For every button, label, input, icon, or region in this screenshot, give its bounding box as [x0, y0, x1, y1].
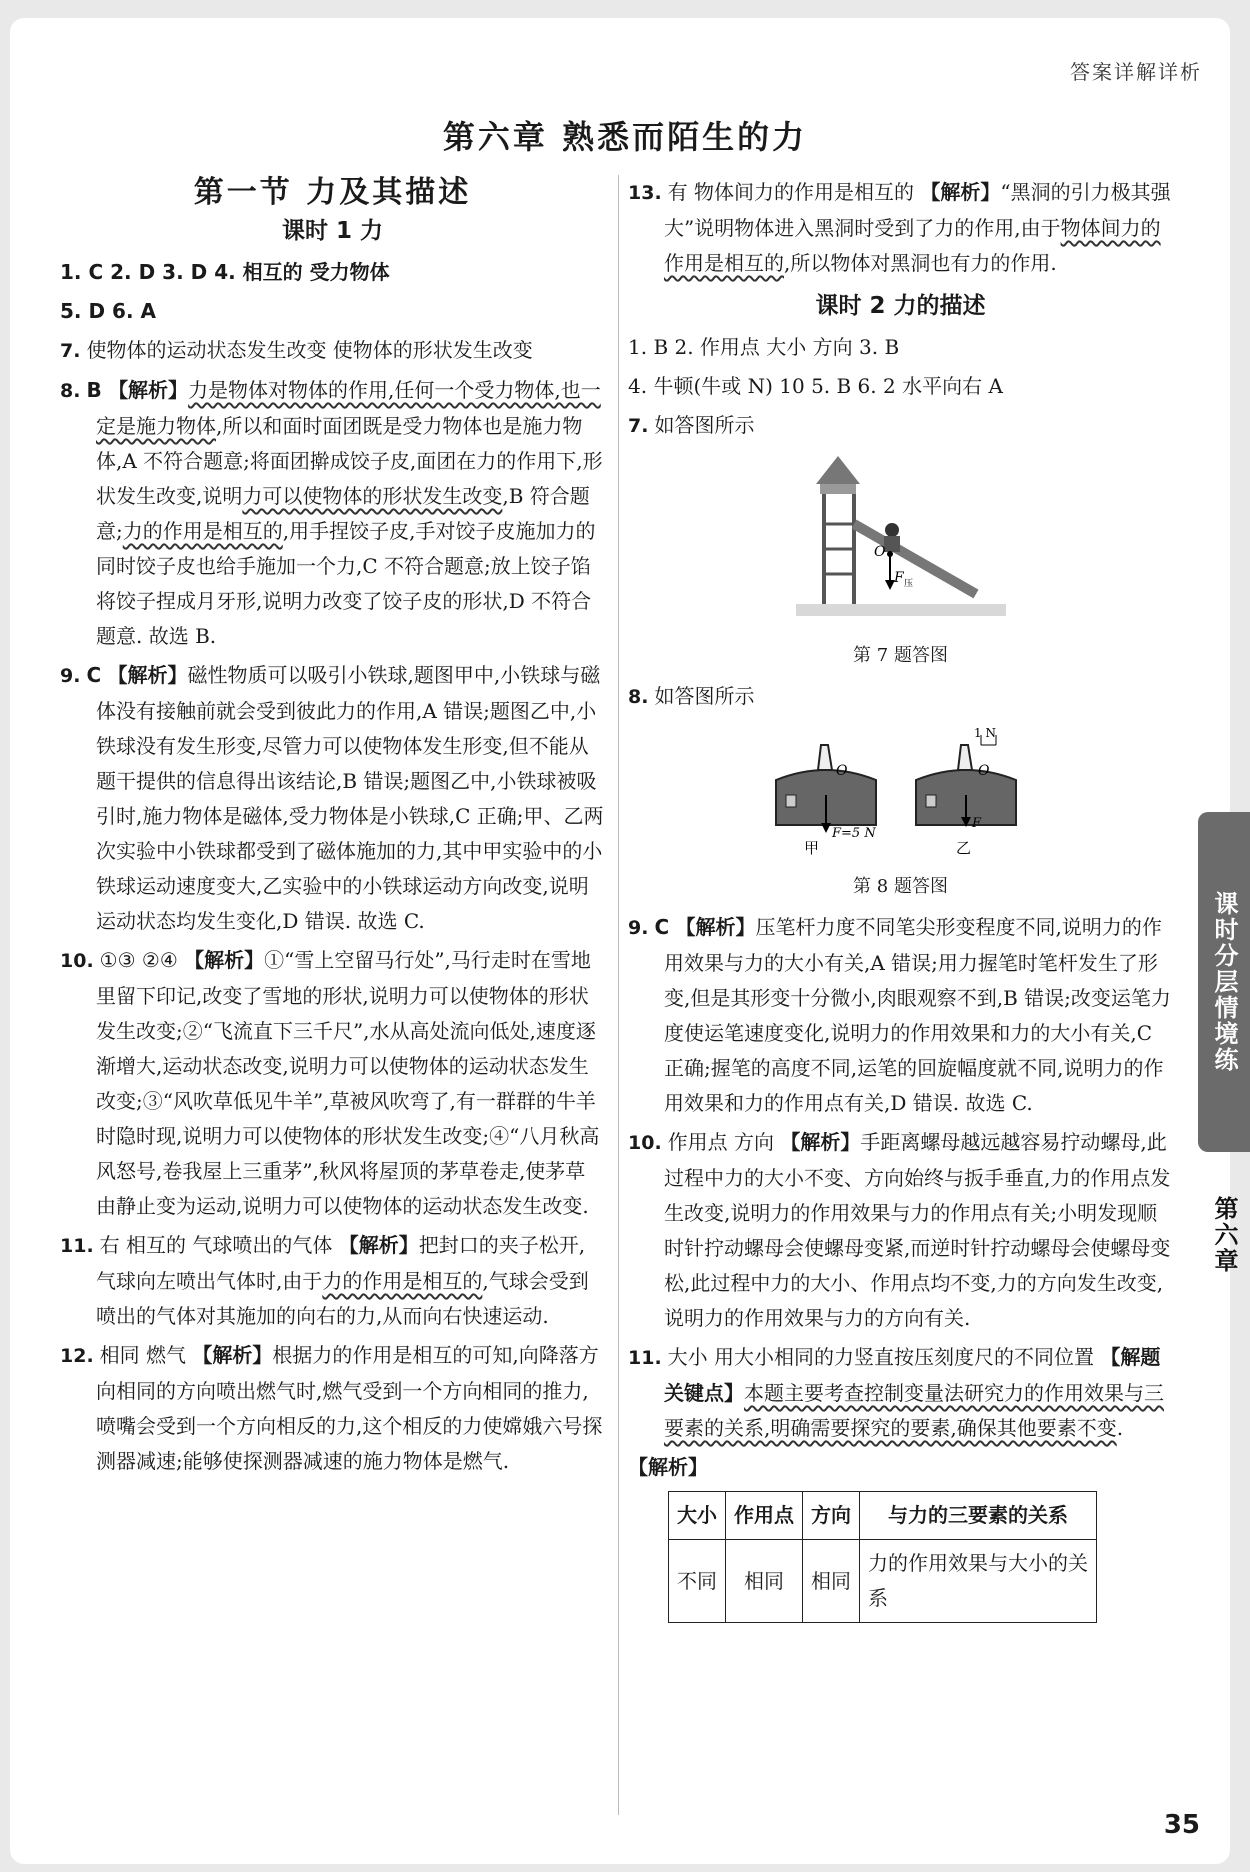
table-row — [669, 1540, 1097, 1623]
table-cell: 相同 — [726, 1540, 803, 1623]
box-diagram — [766, 725, 1036, 855]
table-header: 作用点 — [726, 1492, 803, 1540]
question-7-r: 7. 如答图所示 — [628, 413, 755, 437]
answers-5-6: 5. D 6. A — [60, 299, 156, 323]
fig7-f-sub: 压 — [903, 579, 913, 589]
question-13: 13. 有 物体间力的作用是相互的 【解析】“黑洞的引力极其强大”说明物体进入黑洞时受到了力的作用,由于物体间力的作用是相互的,所以物体对黑洞也有力的作用. — [628, 180, 1171, 275]
left-column — [60, 175, 605, 1483]
table-header: 与力的三要素的关系 — [860, 1492, 1097, 1540]
running-header: 答案详解详析 — [1070, 60, 1202, 84]
chapter-title: 第六章 熟悉而陌生的力 — [442, 118, 808, 156]
right-column — [628, 175, 1173, 1623]
question-11-r: 11. 大小 用大小相同的力竖直按压刻度尺的不同位置 【解题关键点】本题主要考查控制变量法研究力的作用效果与三要素的关系,明确需要探究的要素,确保其他要素不变. — [628, 1345, 1164, 1440]
table-cell: 相同 — [803, 1540, 860, 1623]
table-header-row — [669, 1492, 1097, 1540]
question-8-r: 8. 如答图所示 — [628, 684, 755, 708]
fig7-o-label: O — [873, 544, 885, 560]
fig7-f-label: F — [893, 570, 904, 586]
fig8-f-right: F — [971, 816, 981, 831]
lesson-title-2: 课时 2 力的描述 — [815, 293, 986, 319]
question-9: 9. C 【解析】磁性物质可以吸引小铁球,题图甲中,小铁球与磁体没有接触前就会受到彼此力的作用,A 错误;题图乙中,小铁球没有发生形变,尽管力可以使物体发生形变,但不能从题干提供的信息得出该结论,B 错误;题图乙中,小铁球被吸引时,施力物体是磁体,受力物体是小铁球,C 正确;甲、乙两次实验中小铁球都受到了磁体施加的力,其中甲实验中的小铁球运动速度变大,乙实验中的小铁球运动方向改变,说明运动状态均发生变化,D 错误. 故选 C. — [60, 663, 604, 933]
table-cell: 力的作用效果与大小的关系 — [860, 1540, 1097, 1623]
slide-diagram — [796, 454, 1006, 624]
table-header: 大小 — [669, 1492, 726, 1540]
question-12: 12. 相同 燃气 【解析】根据力的作用是相互的可知,向降落方向相同的方向喷出燃气时,燃气受到一个方向相同的推力,喷嘴会受到一个方向相反的力,这个相反的力使嫦娥六号探测器减速;能够使探测器减速的施力物体是燃气. — [60, 1343, 603, 1473]
fig8-f-left: F=5 N — [831, 826, 876, 841]
question-8: 8. B 【解析】力是物体对物体的作用,任何一个受力物体,也一定是施力物体,所以和面时面团既是受力物体也是施力物体,A 不符合题意;将面团擀成饺子皮,面团在力的作用下,形状发生改变,说明力可以使物体的形状发生改变,B 符合题意;力的作用是相互的,用手捏饺子皮,手对饺子皮施加力的同时饺子皮也给手施加一个力,C 不符合题意;放上饺子馅将饺子捏成月牙形,说明力改变了饺子皮的形状,D 不符合题意. 故选 B. — [60, 378, 603, 648]
fig8-left-label: 甲 — [803, 839, 819, 855]
question-9-r: 9. C 【解析】压笔杆力度不同笔尖形变程度不同,说明力的作用效果与力的大小有关,A 错误;用力握笔时笔杆发生了形变,但是其形变十分微小,肉眼观察不到,B 错误;改变运笔力度使运笔速度变化,说明力的作用效果和力的大小有关,C 正确;握笔的高度不同,运笔的回旋幅度就不同,说明力的作用效果和力的作用点有关,D 错误. 故选 C. — [628, 915, 1171, 1115]
question-10: 10. ①③ ②④ 【解析】①“雪上空留马行处”,马行走时在雪地里留下印记,改变了雪地的形状,说明力可以使物体的形状发生改变;②“飞流直下三千尺”,水从高处流向低处,速度逐渐增大,运动状态改变,说明力可以使物体的运动状态发生改变;③“风吹草低见牛羊”,草被风吹弯了,有一群群的牛羊时隐时现,说明力可以使物体的形状发生改变;④“八月秋高风怒号,卷我屋上三重茅”,秋风将屋顶的茅草卷走,使茅草由静止变为运动,说明力可以使物体的运动状态发生改变. — [60, 948, 600, 1218]
figure-8 — [628, 725, 1173, 866]
question-7: 7. 使物体的运动状态发生改变 使物体的形状发生改变 — [60, 338, 533, 362]
fig8-right-label: 乙 — [955, 839, 971, 855]
figure-8-caption: 第 8 题答图 — [853, 876, 948, 897]
answers-4-6: 4. 牛顿(牛或 N) 10 5. B 6. 2 水平向右 A — [628, 374, 1003, 398]
answers-1-3: 1. B 2. 作用点 大小 方向 3. B — [628, 335, 900, 359]
three-elements-table — [668, 1491, 1097, 1623]
fig8-o-label-left: O — [835, 763, 847, 779]
answers-1-4: 1. C 2. D 3. D 4. 相互的 受力物体 — [60, 260, 390, 284]
page-number: 35 — [1163, 1810, 1200, 1840]
column-divider — [618, 175, 619, 1815]
question-10-r: 10. 作用点 方向 【解析】手距离螺母越远越容易拧动螺母,此过程中力的大小不变、方向始终与扳手垂直,力的作用点发生改变,说明力的作用效果与力的作用点有关;小明发现顺时针拧动螺母会使螺母变紧,而逆时针拧动螺母会使螺母变松,此过程中力的大小、作用点均不变,力的方向发生改变,说明力的作用效果与力的方向有关. — [628, 1130, 1171, 1330]
figure-7 — [628, 454, 1173, 635]
section-title: 第一节 力及其描述 — [193, 175, 472, 210]
lesson-title-1: 课时 1 力 — [281, 218, 384, 244]
figure-7-caption: 第 7 题答图 — [853, 645, 948, 666]
table-cell: 不同 — [669, 1540, 726, 1623]
analysis-label: 【解析】 — [628, 1455, 708, 1479]
side-tab-chapter: 第六章 — [1210, 1196, 1238, 1274]
fig8-scale: 1 N — [973, 726, 996, 740]
side-tab-section: 课时分层情境练 — [1198, 812, 1250, 1152]
fig8-o-label-right: O — [977, 763, 989, 779]
question-11: 11. 右 相互的 气球喷出的气体 【解析】把封口的夹子松开,气球向左喷出气体时,由于力的作用是相互的,气球会受到喷出的气体对其施加的向右的力,从而向右快速运动. — [60, 1233, 589, 1328]
table-header: 方向 — [803, 1492, 860, 1540]
